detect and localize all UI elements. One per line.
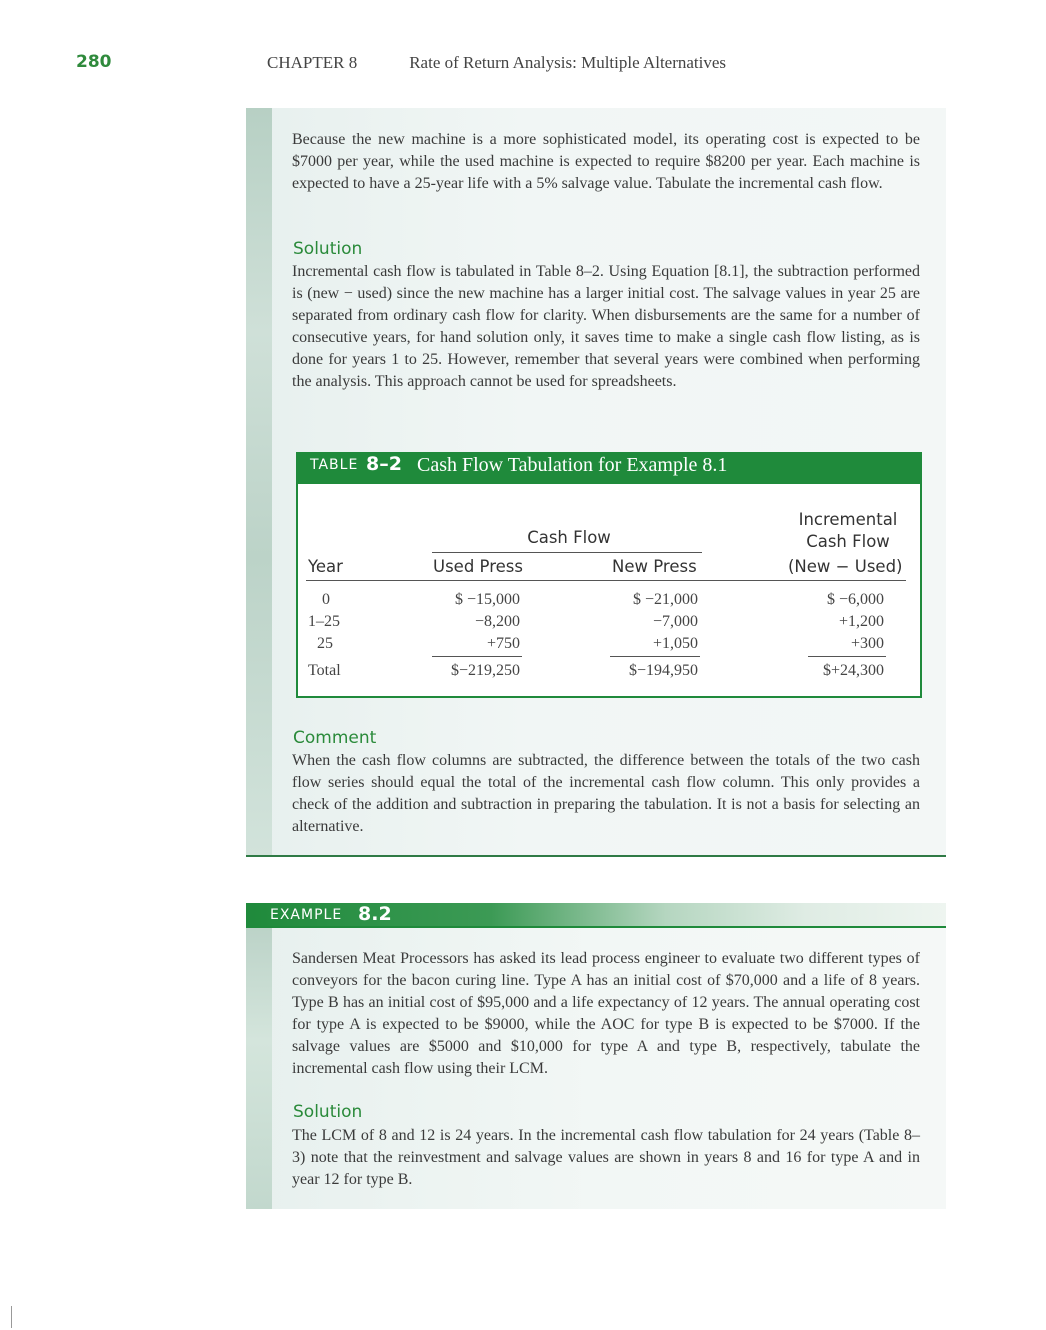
comment-heading: Comment — [293, 728, 377, 748]
chapter-label: CHAPTER 8 — [267, 53, 358, 72]
table-cell: 1–25 — [308, 613, 340, 630]
group-rule — [432, 552, 702, 553]
table-cell-total: $+24,300 — [822, 662, 884, 679]
table-cell: $ −15,000 — [454, 591, 520, 608]
chapter-title: Rate of Return Analysis: Multiple Alternatives — [409, 53, 727, 72]
table-cell: −7,000 — [652, 613, 698, 630]
table-cell-total: $−219,250 — [450, 662, 520, 679]
margin-mark — [11, 1306, 12, 1328]
table-cell: 0 — [322, 591, 330, 608]
table-cell: +750 — [486, 635, 520, 652]
table-cell: +1,200 — [838, 613, 884, 630]
page-number: 280 — [76, 52, 112, 72]
header-used-press: Used Press — [433, 557, 523, 576]
table-cell-total: $−194,950 — [628, 662, 698, 679]
table-title: Cash Flow Tabulation for Example 8.1 — [417, 454, 728, 476]
example2-intro-text: Sandersen Meat Processors has asked its lead process engineer to evaluate two different types of conveyors for the bacon curing line. Type A has an initial cost of $70,000 and a life of 8 years. Type B has an initial cost of $95,000 and a life expectancy of 12 years. The annual operating cost for type A is expected to be $9000, while the AOC for type B is expected to be $7000. If the salvage values are $5000 and $10,000 for type A and type B, respectively, tabulate the incremental cash flow using their LCM. — [292, 950, 920, 1077]
example2-solution-heading: Solution — [293, 1102, 363, 1122]
total-rule-new — [610, 656, 700, 657]
example-header-bar — [246, 903, 946, 927]
example-number: 8.2 — [358, 903, 392, 925]
total-rule-used — [432, 656, 522, 657]
header-new-press: New Press — [612, 557, 697, 576]
header-incremental: Incremental — [798, 510, 898, 529]
running-head — [267, 53, 726, 73]
solution-text: Incremental cash flow is tabulated in Table 8–2. Using Equation [8.1], the subtraction performed is (new − used) since the new machine has a larger initial cost. The salvage values in year 25 are separated from ordinary cash flow for clarity. When disbursements are the same for a number of consecutive years, for hand solution only, it saves time to make a single cash flow listing, as is done for years 1 to 25. However, remember that several years were combined when performing the analysis. This approach cannot be used for spreadsheets. — [292, 263, 920, 390]
header-year: Year — [308, 557, 343, 576]
table-cell: +1,050 — [652, 635, 698, 652]
table-cell: +300 — [850, 635, 884, 652]
box-bottom-rule — [246, 855, 946, 857]
table-cell-total-label: Total — [308, 662, 341, 679]
header-new-minus-used: (New − Used) — [788, 557, 903, 576]
table-number: 8–2 — [366, 453, 402, 475]
table-cell: 25 — [317, 635, 333, 652]
example2-solution-text: The LCM of 8 and 12 is 24 years. In the incremental cash flow tabulation for 24 years (Table 8–3) note that the reinvestment and salvage values are shown in years 8 and 16 for type A and in year 12 for type B. — [292, 1127, 920, 1188]
total-rule-incr — [808, 656, 886, 657]
header-rule — [306, 580, 906, 581]
box-edge-decoration-2 — [246, 928, 272, 1209]
table-cell: −8,200 — [474, 613, 520, 630]
example-intro-text: Because the new machine is a more sophisticated model, its operating cost is expected to be $7000 per year, while the used machine is expected to require $8200 per year. Each machine is expected to have a 25-year life with a 5% salvage value. Tabulate the incremental cash flow. — [292, 131, 920, 192]
table-label: TABLE — [310, 457, 359, 473]
example-label: EXAMPLE — [270, 907, 343, 923]
header-incremental-cash-flow: Cash Flow — [806, 532, 890, 551]
header-cash-flow-group: Cash Flow — [527, 528, 611, 547]
box-edge-decoration — [246, 108, 272, 857]
comment-text: When the cash flow columns are subtracted, the difference between the totals of the two cash flow series should equal the total of the incremental cash flow column. This only provides a check of the addition and subtraction in preparing the tabulation. It is not a basis for selecting an alternative. — [292, 752, 920, 835]
table-cell: $ −21,000 — [632, 591, 698, 608]
solution-heading: Solution — [293, 239, 363, 259]
table-cell: $ −6,000 — [826, 591, 884, 608]
